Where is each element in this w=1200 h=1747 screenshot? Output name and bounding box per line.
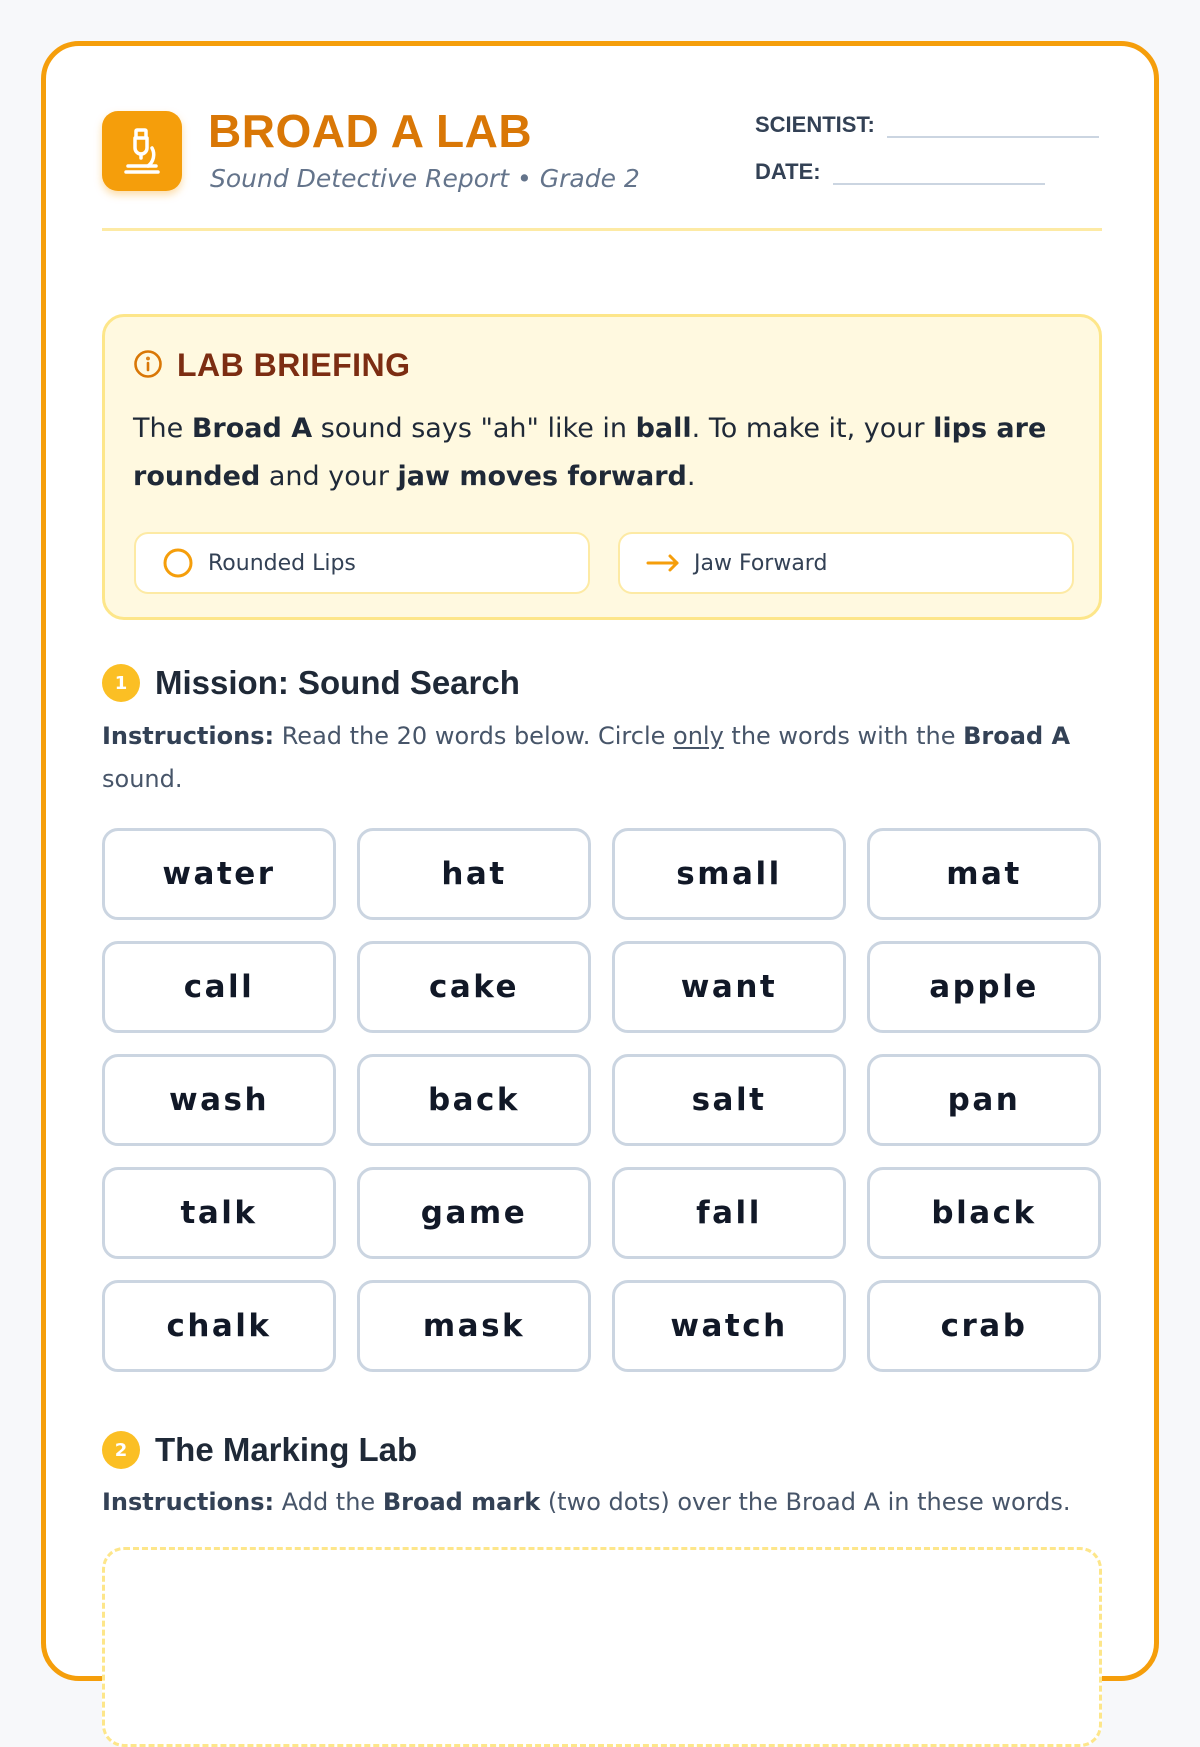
word-card[interactable]: mat	[867, 828, 1101, 920]
word-card[interactable]: game	[357, 1167, 591, 1259]
instructions-bold: Broad mark	[382, 1488, 541, 1516]
briefing-text-part: and your	[260, 461, 398, 492]
briefing-text-bold: lips are rounded	[133, 413, 1047, 492]
word-card[interactable]: call	[102, 941, 336, 1033]
word-card[interactable]: chalk	[102, 1280, 336, 1372]
instructions-text: the words with the	[723, 722, 964, 750]
word-card[interactable]: wash	[102, 1054, 336, 1146]
worksheet-header	[102, 102, 1102, 231]
date-field	[755, 159, 1045, 185]
scientist-label: SCIENTIST:	[755, 112, 875, 137]
word-card[interactable]: hat	[357, 828, 591, 920]
instructions-underline: only	[673, 722, 724, 750]
briefing-text-part: . To make it, your	[691, 413, 934, 444]
instructions-bold: Broad A	[963, 722, 1071, 750]
marking-area	[102, 1547, 1102, 1747]
word-card[interactable]: fall	[612, 1167, 846, 1259]
word-grid	[102, 828, 1102, 1372]
mission-instructions	[102, 715, 1102, 801]
briefing-header	[133, 347, 411, 384]
mission-header	[102, 664, 520, 702]
briefing-text-bold: jaw moves forward	[397, 461, 687, 492]
word-card[interactable]: small	[612, 828, 846, 920]
briefing-text-part: .	[686, 461, 696, 492]
word-card[interactable]: watch	[612, 1280, 846, 1372]
jaw-forward-pill	[618, 532, 1074, 594]
word-card[interactable]: crab	[867, 1280, 1101, 1372]
lab-briefing	[102, 314, 1102, 620]
marking-header	[102, 1431, 417, 1469]
briefing-text-bold: ball	[635, 413, 692, 444]
instructions-label: Instructions:	[102, 1488, 275, 1516]
scientist-field	[755, 112, 1099, 138]
word-card[interactable]: want	[612, 941, 846, 1033]
scientist-line[interactable]	[887, 122, 1099, 138]
rounded-lips-label: Rounded Lips	[208, 550, 356, 576]
date-label: DATE:	[755, 159, 821, 184]
word-card[interactable]: cake	[357, 941, 591, 1033]
briefing-text-bold: Broad A	[191, 413, 313, 444]
info-icon	[133, 349, 163, 383]
instructions-text: (two dots) over the Broad A in these words.	[540, 1488, 1071, 1516]
mission-title: Mission: Sound Search	[155, 664, 520, 701]
instructions-text: sound.	[102, 765, 183, 793]
word-card[interactable]: talk	[102, 1167, 336, 1259]
briefing-text-part: sound says "ah" like in	[312, 413, 636, 444]
word-card[interactable]: back	[357, 1054, 591, 1146]
page-subtitle: Sound Detective Report • Grade 2	[210, 164, 640, 193]
microscope-icon	[102, 111, 182, 191]
word-card[interactable]: mask	[357, 1280, 591, 1372]
section-number: 1	[102, 664, 140, 702]
briefing-title: LAB BRIEFING	[177, 347, 411, 383]
marking-instructions	[102, 1481, 1102, 1524]
worksheet-content	[102, 102, 1102, 1516]
word-card[interactable]: pan	[867, 1054, 1101, 1146]
date-line[interactable]	[833, 169, 1045, 185]
rounded-lips-pill	[134, 532, 590, 594]
word-card[interactable]: apple	[867, 941, 1101, 1033]
page-title: BROAD A LAB	[208, 105, 533, 157]
briefing-text-part: The	[133, 413, 192, 444]
word-card[interactable]: water	[102, 828, 336, 920]
instructions-text: Read the 20 words below. Circle	[274, 722, 674, 750]
word-card[interactable]: salt	[612, 1054, 846, 1146]
jaw-forward-label: Jaw Forward	[694, 550, 828, 576]
circle-icon	[162, 547, 194, 579]
briefing-text	[133, 405, 1073, 501]
section-number: 2	[102, 1431, 140, 1469]
arrow-right-icon	[646, 553, 680, 573]
instructions-label: Instructions:	[102, 722, 275, 750]
marking-title: The Marking Lab	[155, 1431, 418, 1468]
word-card[interactable]: black	[867, 1167, 1101, 1259]
worksheet-card	[41, 41, 1159, 1681]
instructions-text: Add the	[274, 1488, 383, 1516]
